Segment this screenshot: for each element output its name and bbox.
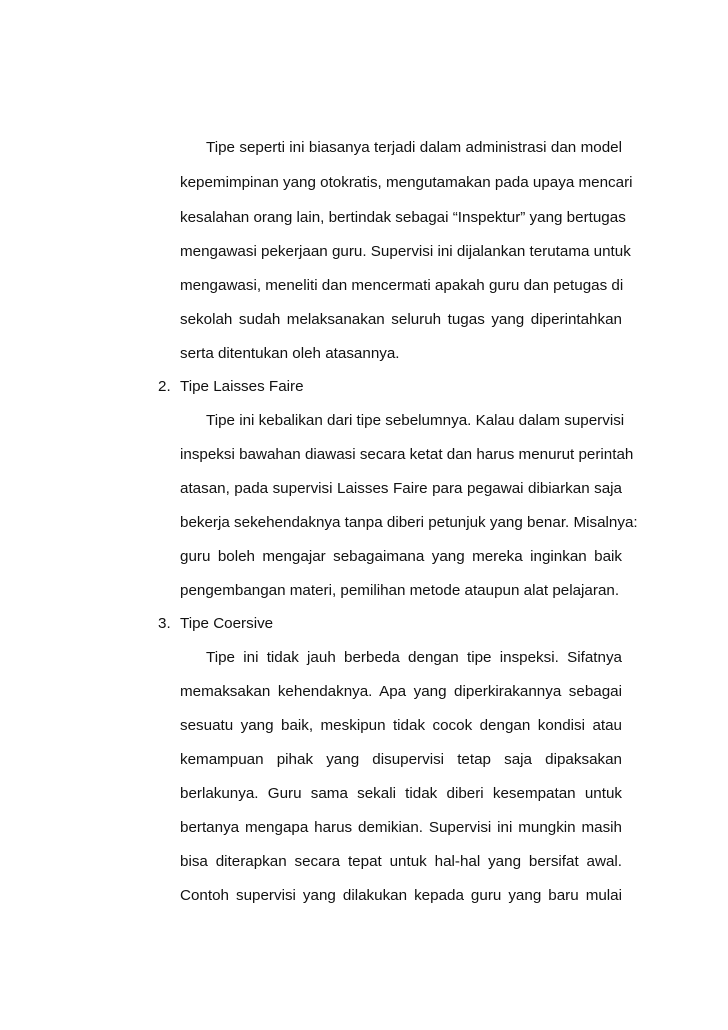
paragraph-line: atasan, pada supervisi Laisses Faire para pegawai dibiarkan saja	[180, 480, 622, 497]
paragraph-line: serta ditentukan oleh atasannya.	[180, 345, 400, 362]
paragraph-line: kepemimpinan yang otokratis, mengutamakan pada upaya mencari	[180, 174, 633, 191]
paragraph-line: sekolah sudah melaksanakan seluruh tugas yang diperintahkan	[180, 311, 622, 328]
paragraph-line: sesuatu yang baik, meskipun tidak cocok dengan kondisi atau	[180, 717, 622, 734]
paragraph-line: Tipe ini tidak jauh berbeda dengan tipe inspeksi. Sifatnya	[206, 649, 622, 666]
list-item-heading	[158, 614, 273, 634]
paragraph-line: bekerja sekehendaknya tanpa diberi petunjuk yang benar. Misalnya:	[180, 514, 638, 531]
paragraph-line: mengawasi pekerjaan guru. Supervisi ini dijalankan terutama untuk	[180, 243, 631, 260]
list-item-number: 3.	[158, 615, 171, 632]
paragraph-line: guru boleh mengajar sebagaimana yang mereka inginkan baik	[180, 548, 622, 565]
paragraph-line: bertanya mengapa harus demikian. Supervisi ini mungkin masih	[180, 819, 622, 836]
paragraph-line: bisa diterapkan secara tepat untuk hal-hal yang bersifat awal.	[180, 853, 622, 870]
list-item-number: 2.	[158, 378, 171, 395]
list-item-title: Tipe Laisses Faire	[180, 378, 304, 395]
paragraph-line: memaksakan kehendaknya. Apa yang diperkirakannya sebagai	[180, 683, 622, 700]
paragraph-line: mengawasi, meneliti dan mencermati apakah guru dan petugas di	[180, 277, 624, 294]
list-item-heading	[158, 377, 304, 397]
paragraph-line: kemampuan pihak yang disupervisi tetap saja dipaksakan	[180, 751, 622, 768]
list-item-title: Tipe Coersive	[180, 615, 274, 632]
paragraph-line: Tipe seperti ini biasanya terjadi dalam administrasi dan model	[206, 139, 622, 156]
paragraph-line: Contoh supervisi yang dilakukan kepada guru yang baru mulai	[180, 887, 622, 904]
paragraph-line: kesalahan orang lain, bertindak sebagai “Inspektur” yang bertugas	[180, 209, 626, 226]
paragraph-line: pengembangan materi, pemilihan metode ataupun alat pelajaran.	[180, 582, 620, 599]
paragraph-line: berlakunya. Guru sama sekali tidak diberi kesempatan untuk	[180, 785, 622, 802]
paragraph-line: Tipe ini kebalikan dari tipe sebelumnya. Kalau dalam supervisi	[206, 412, 625, 429]
paragraph-line: inspeksi bawahan diawasi secara ketat dan harus menurut perintah	[180, 446, 634, 463]
